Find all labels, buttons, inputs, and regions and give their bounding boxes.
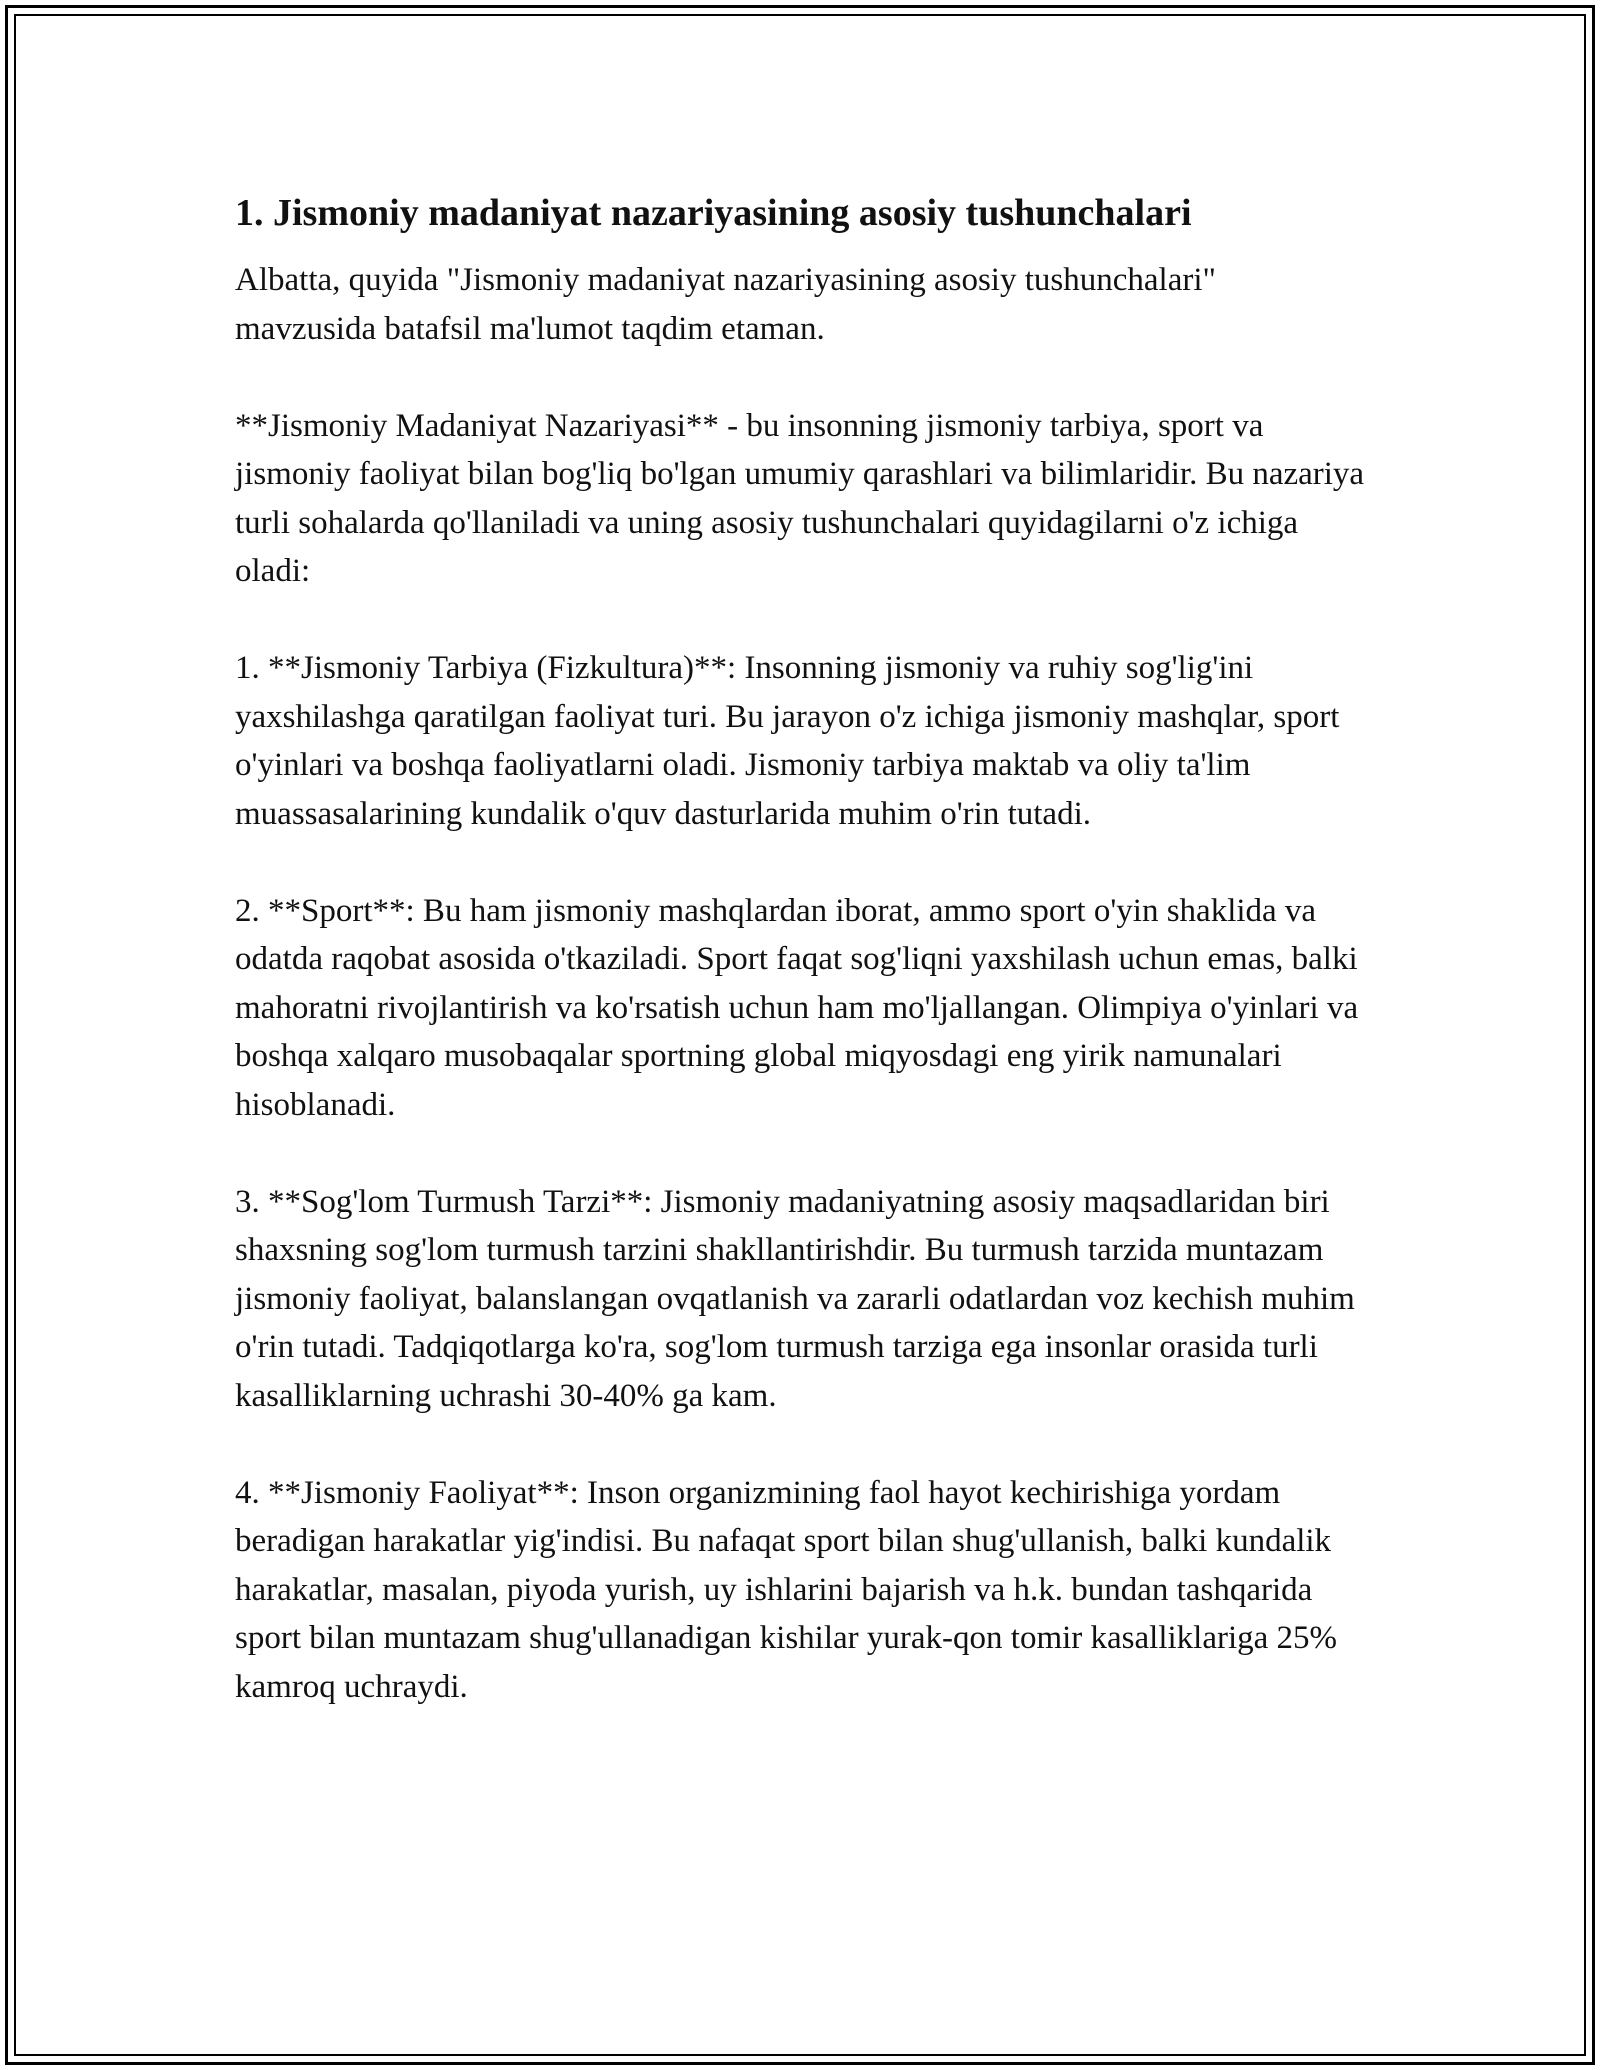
intro-paragraph: Albatta, quyida "Jismoniy madaniyat nazariyasining asosiy tushunchalari" mavzusida batafsil ma'lumot taqdim etaman. [235,262,1216,347]
document-title: 1. Jismoniy madaniyat nazariyasining asosiy tushunchalari [235,192,1192,234]
list-item-sport: 2. **Sport**: Bu ham jismoniy mashqlardan iborat, ammo sport o'yin shaklida va odatda raqobat asosida o'tkaziladi. Sport faqat sog'liqni yaxshilash uchun emas, balki mahoratni rivojlantirish va ko'rsatish uchun ham mo'ljallangan. Olimpiya o'yinlari va boshqa xalqaro musobaqalar sportning global miqyosdagi eng yirik namunalari hisoblanadi. [235,892,1359,1123]
document-body [235,188,1365,1760]
list-item-healthy-lifestyle: 3. **Sog'lom Turmush Tarzi**: Jismoniy madaniyatning asosiy maqsadlaridan biri shaxsning sog'lom turmush tarzini shakllantirishdir. Bu turmush tarzida muntazam jismoniy faoliyat, balanslangan ovqatlanish va zararli odatlardan voz kechish muhim o'rin tutadi. Tadqiqotlarga ko'ra, sog'lom turmush tarziga ega insonlar orasida turli kasalliklarning uchrashi 30-40% ga kam. [235,1183,1355,1414]
list-item-physical-activity: 4. **Jismoniy Faoliyat**: Inson organizmining faol hayot kechirishiga yordam beradigan harakatlar yig'indisi. Bu nafaqat sport bilan shug'ullanish, balki kundalik harakatlar, masalan, piyoda yurish, uy ishlarini bajarish va h.k. bundan tashqarida sport bilan muntazam shug'ullanadigan kishilar yurak-qon tomir kasalliklariga 25% kamroq uchraydi. [235,1474,1338,1705]
definition-paragraph: **Jismoniy Madaniyat Nazariyasi** - bu insonning jismoniy tarbiya, sport va jismoniy faoliyat bilan bog'liq bo'lgan umumiy qarashlari va bilimlaridir. Bu nazariya turli sohalarda qo'llaniladi va uning asosiy tushunchalari quyidagilarni o'z ichiga oladi: [235,407,1365,589]
list-item-physical-education: 1. **Jismoniy Tarbiya (Fizkultura)**: Insonning jismoniy va ruhiy sog'lig'ini yaxshilashga qaratilgan faoliyat turi. Bu jarayon o'z ichiga jismoniy mashqlar, sport o'yinlari va boshqa faoliyatlarni oladi. Jismoniy tarbiya maktab va oliy ta'lim muassasalarining kundalik o'quv dasturlarida muhim o'rin tutadi. [235,650,1340,832]
